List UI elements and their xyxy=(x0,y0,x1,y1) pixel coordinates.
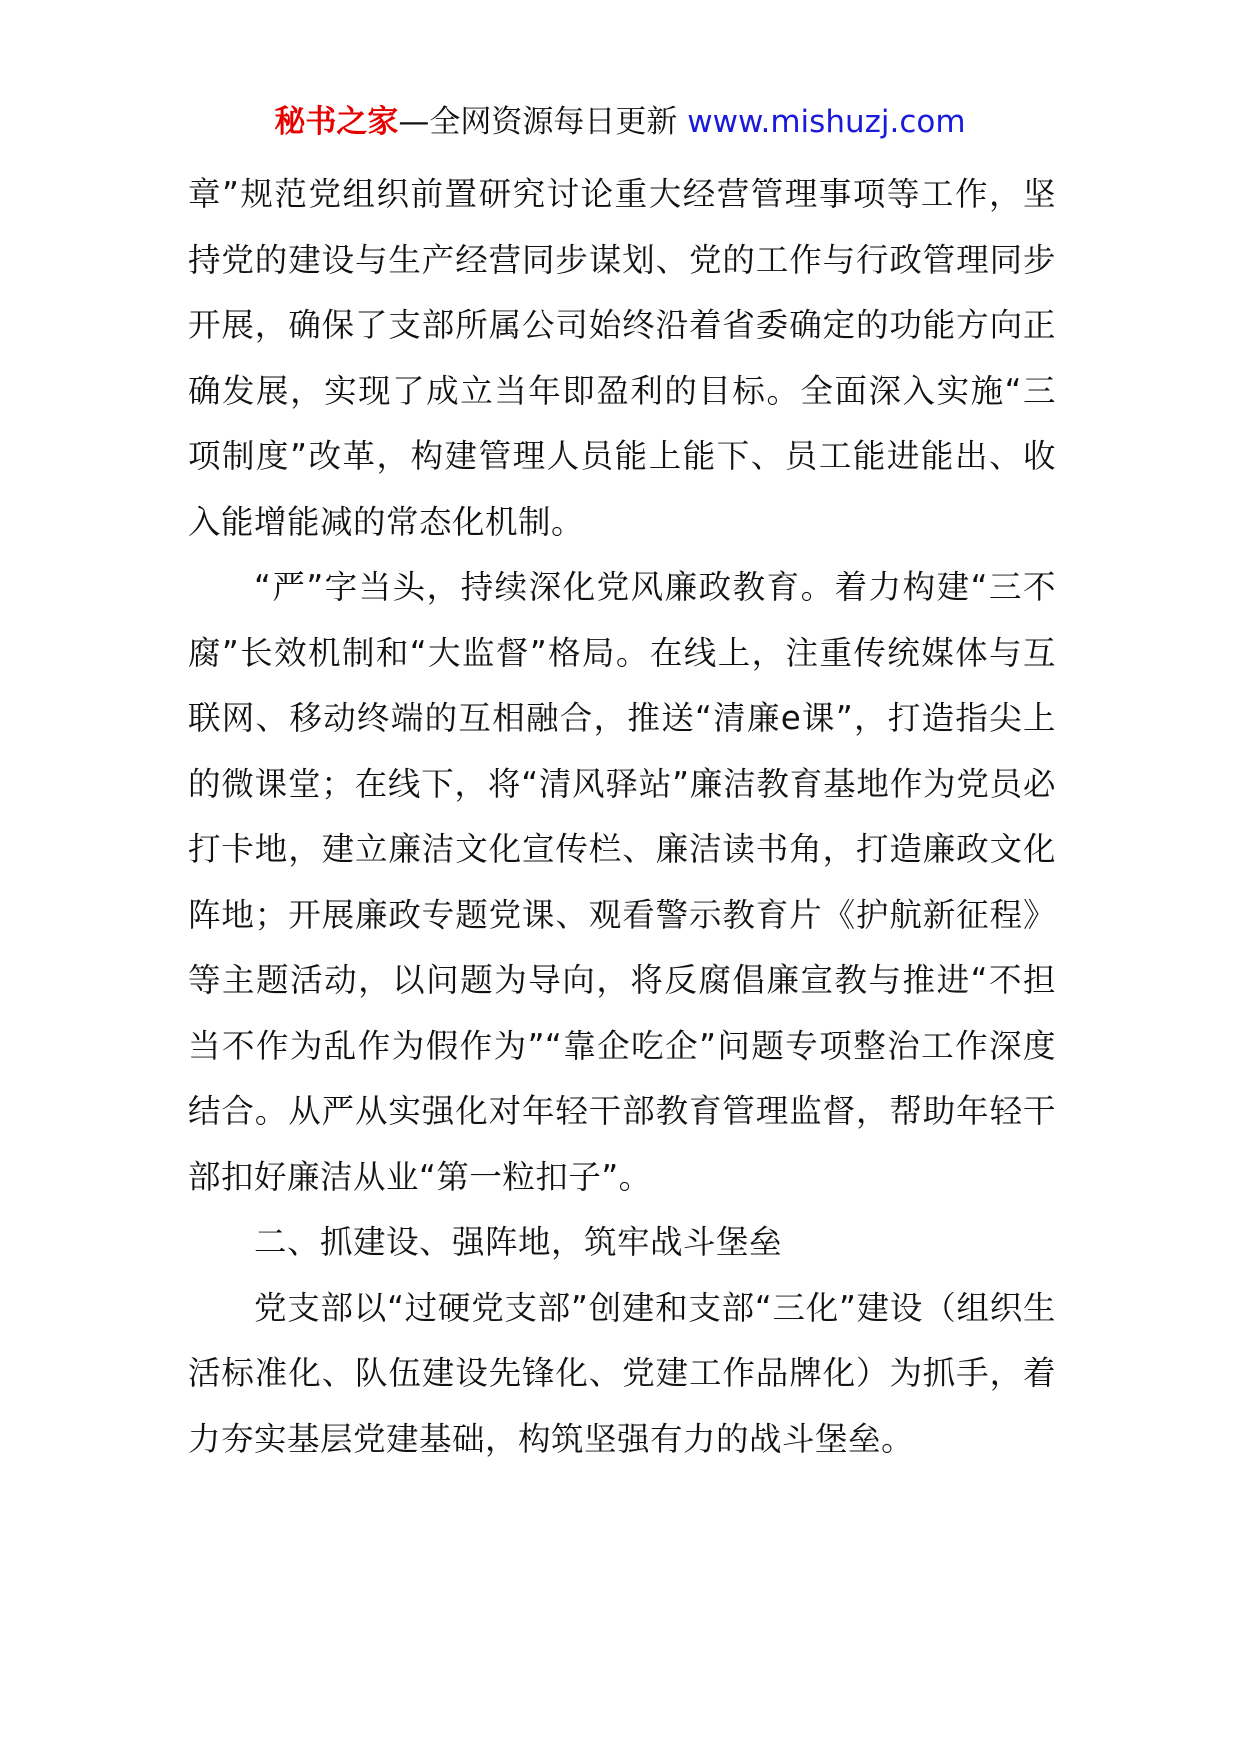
document-body xyxy=(188,162,1056,1472)
paragraph-party-branch: 党支部以“过硬党支部”创建和支部“三化”建设（组织生活标准化、队伍建设先锋化、党建工作品牌化）为抓手，着力夯实基层党建基础，构筑坚强有力的战斗堡垒。 xyxy=(188,1288,1056,1458)
paragraph-continuation: 章”规范党组织前置研究讨论重大经营管理事项等工作，坚持党的建设与生产经营同步谋划、党的工作与行政管理同步开展，确保了支部所属公司始终沿着省委确定的功能方向正确发展，实现了成立当年即盈利的目标。全面深入实施“三项制度”改革，构建管理人员能上能下、员工能进能出、收入能增能减的常态化机制。 xyxy=(188,175,1056,541)
website-link[interactable]: www.mishuzj.com xyxy=(687,104,966,140)
paragraph-integrity-education: “严”字当头，持续深化党风廉政教育。着力构建“三不腐”长效机制和“大监督”格局。在线上，注重传统媒体与互联网、移动终端的互相融合，推送“清廉e课”，打造指尖上的微课堂；在线下，将“清风驿站”廉洁教育基地作为党员必打卡地，建立廉洁文化宣传栏、廉洁读书角，打造廉政文化阵地；开展廉政专题党课、观看警示教育片《护航新征程》等主题活动，以问题为导向，将反腐倡廉宣教与推进“不担当不作为乱作为假作为”“靠企吃企”问题专项整治工作深度结合。从严从实强化对年轻干部教育管理监督，帮助年轻干部扣好廉洁从业“第一粒扣子”。 xyxy=(188,568,1056,1196)
page-header xyxy=(0,100,1240,144)
header-slogan: —全网资源每日更新 xyxy=(398,104,678,140)
section-heading: 二、抓建设、强阵地，筑牢战斗堡垒 xyxy=(254,1223,783,1261)
brand-name: 秘书之家 xyxy=(274,104,399,140)
